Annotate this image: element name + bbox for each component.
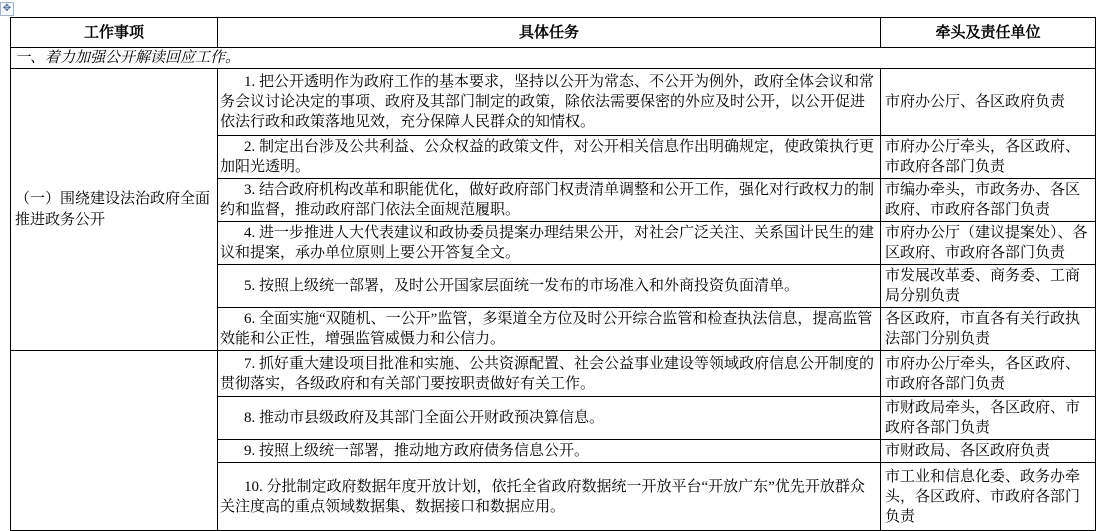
task-unit: 市财政局、各区政府负责 — [881, 440, 1096, 463]
task-unit: 市府办公厅牵头，各区政府、市政府各部门负责 — [881, 351, 1096, 397]
header-unit: 牵头及责任单位 — [881, 18, 1096, 48]
task-unit: 市发展改革委、商务委、工商局分别负责 — [881, 265, 1096, 308]
task-unit: 各区政府，市直各有关行政执法部门分别负责 — [881, 308, 1096, 351]
task-text: 9. 按照上级统一部署，推动地方政府债务信息公开。 — [218, 440, 881, 463]
section-row — [11, 48, 1096, 69]
task-text: 5. 按照上级统一部署，及时公开国家层面统一发布的市场准入和外商投资负面清单。 — [218, 265, 881, 308]
work-item-group-2 — [11, 351, 218, 531]
work-plan-table — [10, 17, 1096, 531]
task-unit: 市府办公厅牵头，各区政府、市政府各部门负责 — [881, 136, 1096, 179]
task-text: 7. 抓好重大建设项目批准和实施、公共资源配置、社会公益事业建设等领域政府信息公开制度的贯彻落实，各级政府和有关部门要按职责做好有关工作。 — [218, 351, 881, 397]
task-text: 10. 分批制定政府数据年度开放计划，依托全省政府数据统一开放平台“开放广东”优先开放群众关注度高的重点领域数据集、数据接口和数据应用。 — [218, 463, 881, 531]
task-text: 2. 制定出台涉及公共利益、公众权益的政策文件，对公开相关信息作出明确规定，使政策执行更加阳光透明。 — [218, 136, 881, 179]
section-title: 一、着力加强公开解读回应工作。 — [11, 48, 1096, 69]
table-move-handle-icon[interactable]: ✥ — [0, 2, 14, 16]
task-unit: 市财政局牵头，各区政府、市政府各部门负责 — [881, 397, 1096, 440]
work-item-group-1: （一）围绕建设法治政府全面推进政务公开 — [11, 69, 218, 351]
task-unit: 市编办牵头，市政务办、各区政府、市政府各部门负责 — [881, 179, 1096, 222]
task-row — [11, 351, 1096, 397]
header-row — [11, 18, 1096, 48]
task-text: 8. 推动市县级政府及其部门全面公开财政预决算信息。 — [218, 397, 881, 440]
task-text: 1. 把公开透明作为政府工作的基本要求，坚持以公开为常态、不公开为例外，政府全体会议和常务会议讨论决定的事项、政府及其部门制定的政策，除依法需要保密的外应及时公开，以公开促进依法行政和政策落地见效，充分保障人民群众的知情权。 — [218, 69, 881, 136]
task-row — [11, 69, 1096, 136]
task-unit: 市府办公厅、各区政府负责 — [881, 69, 1096, 136]
header-work-item: 工作事项 — [11, 18, 218, 48]
task-text: 3. 结合政府机构改革和职能优化，做好政府部门权责清单调整和公开工作，强化对行政权力的制约和监督，推动政府部门依法全面规范履职。 — [218, 179, 881, 222]
header-task: 具体任务 — [218, 18, 881, 48]
task-text: 4. 进一步推进人大代表建议和政协委员提案办理结果公开，对社会广泛关注、关系国计民生的建议和提案，承办单位原则上要公开答复全文。 — [218, 222, 881, 265]
task-unit: 市府办公厅（建议提案处）、各区政府、市政府各部门负责 — [881, 222, 1096, 265]
task-unit: 市工业和信息化委、政务办牵头，各区政府、市政府各部门负责 — [881, 463, 1096, 531]
task-text: 6. 全面实施“双随机、一公开”监管，多渠道全方位及时公开综合监管和检查执法信息，提高监管效能和公正性，增强监管威慑力和公信力。 — [218, 308, 881, 351]
